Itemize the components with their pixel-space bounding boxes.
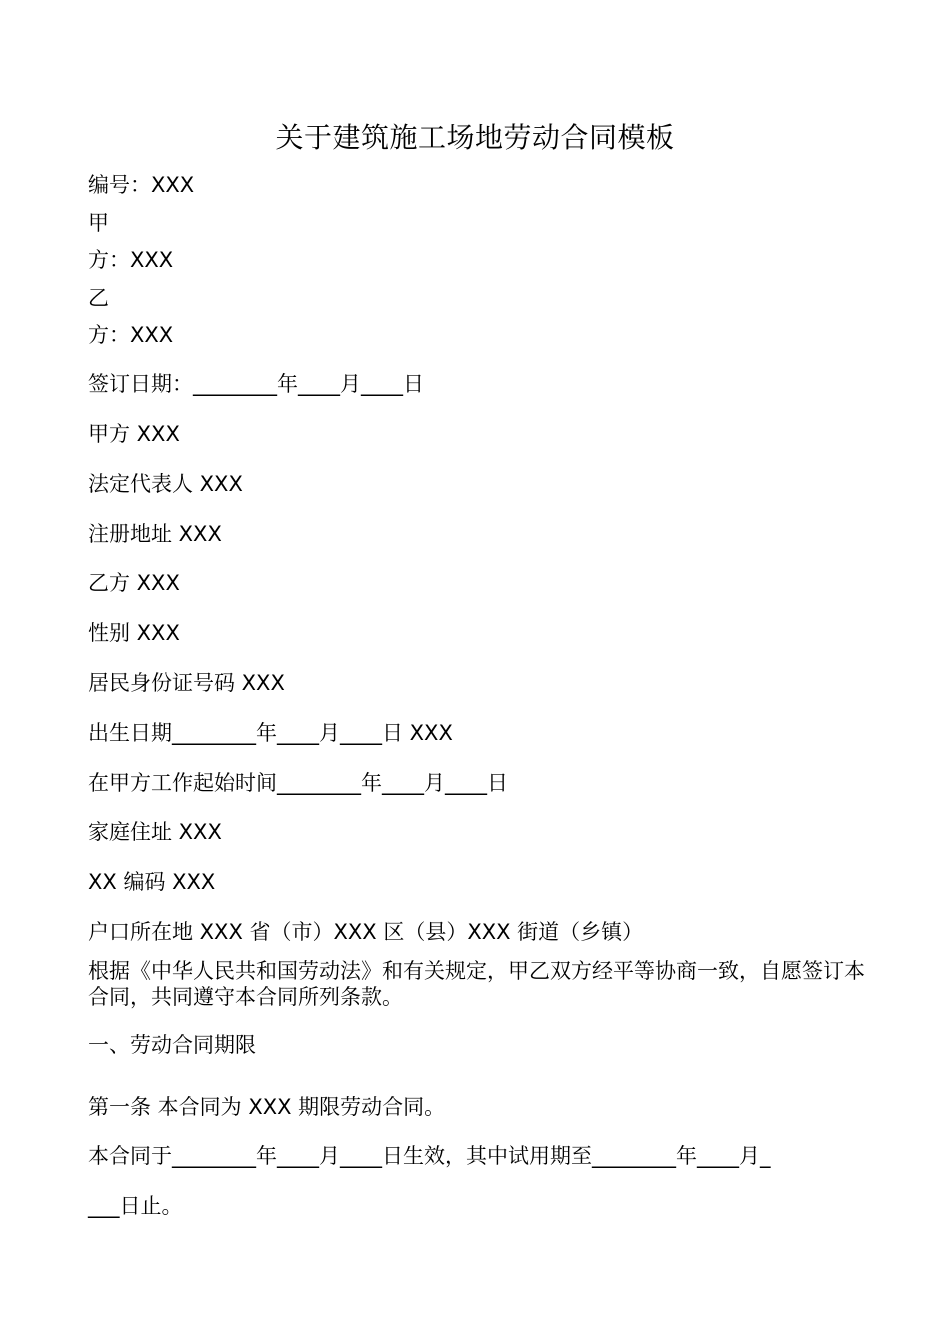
- party-b-line: 乙方 XXX: [88, 571, 180, 595]
- work-start-date: 在甲方工作起始时间________年____月____日: [88, 771, 508, 795]
- home-address: 家庭住址 XXX: [88, 820, 222, 844]
- party-a-name: 方：XXX: [88, 248, 174, 272]
- sign-date: 签订日期：________年____月____日: [88, 372, 424, 396]
- party-b-name: 方：XXX: [88, 323, 174, 347]
- section-heading: 一、劳动合同期限: [88, 1033, 256, 1057]
- page-title: 关于建筑施工场地劳动合同模板: [275, 121, 675, 154]
- intro-paragraph: 根据《中华人民共和国劳动法》和有关规定，甲乙双方经平等协商一致，自愿签订本合同，共同遵守本合同所列条款。: [88, 959, 865, 1009]
- party-b-label: 乙: [88, 286, 109, 310]
- postal-code: XX 编码 XXX: [88, 870, 216, 894]
- gender: 性别 XXX: [88, 621, 180, 645]
- party-a-label: 甲: [88, 211, 109, 235]
- article-1: 第一条 本合同为 XXX 期限劳动合同。: [88, 1095, 446, 1119]
- birth-date: 出生日期________年____月____日 XXX: [88, 721, 453, 745]
- effective-date-line-end: ___日止。: [88, 1194, 183, 1218]
- id-number: 居民身份证号码 XXX: [88, 671, 285, 695]
- registered-address: 注册地址 XXX: [88, 522, 222, 546]
- household-registration: 户口所在地 XXX 省（市）XXX 区（县）XXX 街道（乡镇）: [88, 920, 644, 944]
- party-a-line: 甲方 XXX: [88, 422, 180, 446]
- contract-number: 编号：XXX: [88, 173, 195, 197]
- legal-representative: 法定代表人 XXX: [88, 472, 243, 496]
- effective-date-line: 本合同于________年____月____日生效，其中试用期至________年____月_: [88, 1144, 771, 1168]
